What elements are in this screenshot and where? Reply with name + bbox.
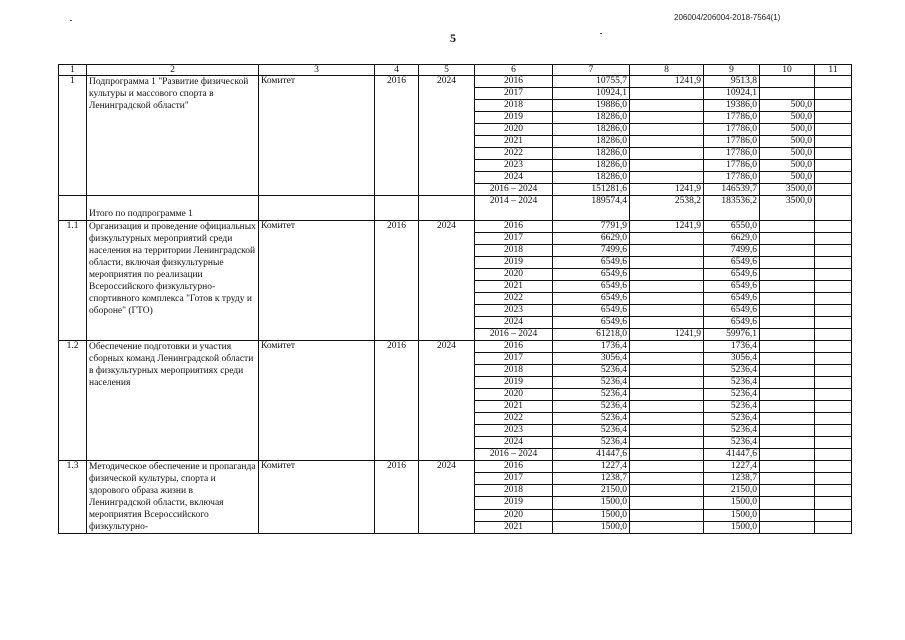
year-cell: 2024: [475, 172, 553, 184]
federal-budget-cell: [630, 257, 704, 269]
regional-budget-cell: 6549,6: [704, 293, 760, 305]
federal-budget-cell: [630, 461, 704, 473]
year-cell: 2020: [475, 124, 553, 136]
total-cell: 5236,4: [553, 377, 630, 389]
total-cell: 18286,0: [553, 172, 630, 184]
federal-budget-cell: [630, 377, 704, 389]
regional-budget-cell: 7499,6: [704, 245, 760, 257]
empty-cell: [815, 136, 852, 148]
year-cell: 2021: [475, 401, 553, 413]
start-year-cell: 2016: [375, 221, 419, 341]
total-cell: 2150,0: [553, 485, 630, 497]
regional-budget-cell: 19386,0: [704, 100, 760, 112]
federal-budget-cell: [630, 100, 704, 112]
year-cell: 2024: [475, 317, 553, 329]
year-cell: 2014 – 2024: [475, 196, 553, 221]
year-cell: 2018: [475, 245, 553, 257]
federal-budget-cell: [630, 160, 704, 172]
table-row: [59, 76, 852, 88]
empty-cell: [815, 461, 852, 473]
total-cell: 1227,4: [553, 461, 630, 473]
item-number: 1: [59, 76, 87, 196]
other-sources-cell: [760, 425, 815, 437]
year-cell: 2017: [475, 88, 553, 100]
total-cell: 5236,4: [553, 413, 630, 425]
other-sources-cell: [760, 461, 815, 473]
start-year-cell: 2016: [375, 76, 419, 196]
total-cell: 10924,1: [553, 88, 630, 100]
empty-cell: [815, 425, 852, 437]
total-cell: 5236,4: [553, 401, 630, 413]
other-sources-cell: [760, 521, 815, 533]
total-cell: 5236,4: [553, 425, 630, 437]
start-year-cell: 2016: [375, 341, 419, 461]
end-year-cell: 2024: [419, 461, 475, 534]
federal-budget-cell: [630, 401, 704, 413]
other-sources-cell: [760, 317, 815, 329]
total-cell: 6549,6: [553, 305, 630, 317]
regional-budget-cell: 183536,2: [704, 196, 760, 221]
empty-cell: [815, 509, 852, 521]
item-number: 1.3: [59, 461, 87, 534]
year-cell: 2021: [475, 281, 553, 293]
regional-budget-cell: 6550,0: [704, 221, 760, 233]
regional-budget-cell: 10924,1: [704, 88, 760, 100]
federal-budget-cell: [630, 473, 704, 485]
other-sources-cell: 3500,0: [760, 196, 815, 221]
regional-budget-cell: 17786,0: [704, 160, 760, 172]
regional-budget-cell: 1500,0: [704, 497, 760, 509]
empty-cell: [815, 100, 852, 112]
regional-budget-cell: 6549,6: [704, 317, 760, 329]
empty-cell: [815, 377, 852, 389]
regional-budget-cell: 17786,0: [704, 148, 760, 160]
total-cell: 6549,6: [553, 281, 630, 293]
regional-budget-cell: 17786,0: [704, 112, 760, 124]
other-sources-cell: [760, 341, 815, 353]
start-year-cell: 2016: [375, 461, 419, 534]
federal-budget-cell: [630, 341, 704, 353]
regional-budget-cell: 17786,0: [704, 124, 760, 136]
federal-budget-cell: [630, 353, 704, 365]
empty-cell: [815, 76, 852, 88]
other-sources-cell: [760, 401, 815, 413]
other-sources-cell: 500,0: [760, 100, 815, 112]
year-cell: 2016: [475, 76, 553, 88]
year-cell: 2021: [475, 136, 553, 148]
other-sources-cell: [760, 497, 815, 509]
federal-budget-cell: 1241,9: [630, 76, 704, 88]
table-body: [59, 65, 852, 534]
federal-budget-cell: [630, 88, 704, 100]
federal-budget-cell: [630, 521, 704, 533]
empty-cell: [815, 449, 852, 461]
total-cell: 1500,0: [553, 509, 630, 521]
empty-cell: [815, 245, 852, 257]
total-cell: 5236,4: [553, 437, 630, 449]
federal-budget-cell: [630, 509, 704, 521]
scan-speck: [70, 20, 72, 21]
regional-budget-cell: 1500,0: [704, 521, 760, 533]
other-sources-cell: 500,0: [760, 112, 815, 124]
empty-cell: [815, 281, 852, 293]
empty-cell: [815, 353, 852, 365]
regional-budget-cell: 5236,4: [704, 437, 760, 449]
other-sources-cell: [760, 329, 815, 341]
page-number: 5: [450, 31, 456, 45]
year-cell: 2019: [475, 112, 553, 124]
empty-cell: [815, 413, 852, 425]
end-year-cell: 2024: [419, 341, 475, 461]
other-sources-cell: [760, 293, 815, 305]
federal-budget-cell: [630, 293, 704, 305]
empty-cell: [815, 221, 852, 233]
federal-budget-cell: [630, 124, 704, 136]
other-sources-cell: 500,0: [760, 124, 815, 136]
regional-budget-cell: 2150,0: [704, 485, 760, 497]
total-cell: 41447,6: [553, 449, 630, 461]
regional-budget-cell: 5236,4: [704, 425, 760, 437]
other-sources-cell: [760, 365, 815, 377]
executor-cell: Комитет: [259, 461, 375, 534]
empty-cell: [815, 401, 852, 413]
other-sources-cell: 3500,0: [760, 184, 815, 196]
empty-cell: [815, 293, 852, 305]
regional-budget-cell: 6549,6: [704, 269, 760, 281]
total-cell: 7499,6: [553, 245, 630, 257]
other-sources-cell: [760, 377, 815, 389]
total-cell: 151281,6: [553, 184, 630, 196]
column-number-2: 2: [87, 65, 259, 76]
regional-budget-cell: 17786,0: [704, 172, 760, 184]
item-name: Организация и проведение официальных физкультурных мероприятий среди населения на территории Ленинградской области, включая физкультурные мероприятия по реализации Всероссийского физкультурно-спортивного комплекса "Готов к труду и обороне" (ГТО): [87, 221, 259, 341]
empty-cell: [815, 389, 852, 401]
empty-cell: [815, 112, 852, 124]
item-number: 1.2: [59, 341, 87, 461]
year-cell: 2019: [475, 377, 553, 389]
table-row: [59, 461, 852, 473]
regional-budget-cell: 1736,4: [704, 341, 760, 353]
regional-budget-cell: 41447,6: [704, 449, 760, 461]
other-sources-cell: [760, 221, 815, 233]
total-cell: 6549,6: [553, 317, 630, 329]
executor-cell: Комитет: [259, 221, 375, 341]
year-cell: 2023: [475, 425, 553, 437]
other-sources-cell: [760, 76, 815, 88]
regional-budget-cell: 146539,7: [704, 184, 760, 196]
empty-cell: [815, 233, 852, 245]
empty-cell: [815, 148, 852, 160]
federal-budget-cell: [630, 413, 704, 425]
federal-budget-cell: [630, 172, 704, 184]
regional-budget-cell: 5236,4: [704, 413, 760, 425]
empty-cell: [815, 497, 852, 509]
empty-cell: [815, 269, 852, 281]
federal-budget-cell: [630, 365, 704, 377]
empty-cell: [815, 160, 852, 172]
table-row: [59, 221, 852, 233]
federal-budget-cell: 1241,9: [630, 184, 704, 196]
total-cell: 6549,6: [553, 269, 630, 281]
other-sources-cell: 500,0: [760, 136, 815, 148]
column-number-11: 11: [815, 65, 852, 76]
document-id: 206004/206004-2018-7564(1): [674, 13, 781, 22]
regional-budget-cell: 1238,7: [704, 473, 760, 485]
column-number-7: 7: [553, 65, 630, 76]
year-cell: 2020: [475, 269, 553, 281]
item-name: Методическое обеспечение и пропаганда физической культуры, спорта и здорового образа жизни в Ленинградской области, включая мероприятия Всероссийского физкультурно-: [87, 461, 259, 534]
column-number-5: 5: [419, 65, 475, 76]
other-sources-cell: [760, 233, 815, 245]
federal-budget-cell: 2538,2: [630, 196, 704, 221]
federal-budget-cell: [630, 485, 704, 497]
federal-budget-cell: [630, 233, 704, 245]
other-sources-cell: [760, 389, 815, 401]
year-cell: 2022: [475, 413, 553, 425]
empty-cell: [815, 365, 852, 377]
regional-budget-cell: 6549,6: [704, 305, 760, 317]
empty-cell: [815, 196, 852, 221]
federal-budget-cell: [630, 437, 704, 449]
year-cell: 2020: [475, 509, 553, 521]
other-sources-cell: [760, 437, 815, 449]
total-cell: 19886,0: [553, 100, 630, 112]
federal-budget-cell: [630, 245, 704, 257]
total-cell: 1238,7: [553, 473, 630, 485]
other-sources-cell: [760, 413, 815, 425]
regional-budget-cell: 1227,4: [704, 461, 760, 473]
other-sources-cell: [760, 281, 815, 293]
other-sources-cell: [760, 509, 815, 521]
subtotal-row: [59, 196, 852, 221]
subtotal-label: Итого по подпрограмме 1: [87, 196, 259, 221]
total-cell: 5236,4: [553, 389, 630, 401]
empty-cell: [815, 437, 852, 449]
total-cell: 7791,9: [553, 221, 630, 233]
other-sources-cell: [760, 88, 815, 100]
year-cell: 2020: [475, 389, 553, 401]
other-sources-cell: 500,0: [760, 160, 815, 172]
federal-budget-cell: [630, 136, 704, 148]
total-cell: 18286,0: [553, 136, 630, 148]
year-cell: 2016 – 2024: [475, 329, 553, 341]
total-cell: 10755,7: [553, 76, 630, 88]
regional-budget-cell: 5236,4: [704, 377, 760, 389]
total-cell: 1500,0: [553, 497, 630, 509]
empty-cell: [259, 196, 375, 221]
federal-budget-cell: [630, 449, 704, 461]
regional-budget-cell: 5236,4: [704, 365, 760, 377]
total-cell: 18286,0: [553, 160, 630, 172]
regional-budget-cell: 6549,6: [704, 257, 760, 269]
regional-budget-cell: 6549,6: [704, 281, 760, 293]
year-cell: 2023: [475, 160, 553, 172]
executor-cell: Комитет: [259, 341, 375, 461]
empty-cell: [815, 88, 852, 100]
year-cell: 2016: [475, 341, 553, 353]
federal-budget-cell: [630, 305, 704, 317]
year-cell: 2019: [475, 257, 553, 269]
total-cell: 6629,0: [553, 233, 630, 245]
year-cell: 2018: [475, 485, 553, 497]
scan-speck: [600, 33, 602, 34]
federal-budget-cell: [630, 281, 704, 293]
federal-budget-cell: [630, 317, 704, 329]
year-cell: 2023: [475, 305, 553, 317]
empty-cell: [815, 305, 852, 317]
empty-cell: [815, 329, 852, 341]
total-cell: 6549,6: [553, 293, 630, 305]
regional-budget-cell: 17786,0: [704, 136, 760, 148]
federal-budget-cell: [630, 389, 704, 401]
empty-cell: [419, 196, 475, 221]
year-cell: 2018: [475, 100, 553, 112]
other-sources-cell: 500,0: [760, 172, 815, 184]
year-cell: 2016: [475, 461, 553, 473]
other-sources-cell: [760, 257, 815, 269]
empty-cell: [815, 521, 852, 533]
end-year-cell: 2024: [419, 76, 475, 196]
end-year-cell: 2024: [419, 221, 475, 341]
year-cell: 2018: [475, 365, 553, 377]
year-cell: 2021: [475, 521, 553, 533]
federal-budget-cell: 1241,9: [630, 221, 704, 233]
total-cell: 3056,4: [553, 353, 630, 365]
column-number-6: 6: [475, 65, 553, 76]
year-cell: 2022: [475, 293, 553, 305]
total-cell: 18286,0: [553, 148, 630, 160]
regional-budget-cell: 1500,0: [704, 509, 760, 521]
empty-cell: [815, 124, 852, 136]
year-cell: 2016 – 2024: [475, 184, 553, 196]
federal-budget-cell: [630, 497, 704, 509]
column-number-10: 10: [760, 65, 815, 76]
other-sources-cell: 500,0: [760, 148, 815, 160]
total-cell: 189574,4: [553, 196, 630, 221]
federal-budget-cell: [630, 148, 704, 160]
other-sources-cell: [760, 473, 815, 485]
total-cell: 1500,0: [553, 521, 630, 533]
federal-budget-cell: 1241,9: [630, 329, 704, 341]
regional-budget-cell: 5236,4: [704, 401, 760, 413]
federal-budget-cell: [630, 112, 704, 124]
year-cell: 2017: [475, 473, 553, 485]
empty-cell: [59, 196, 87, 221]
total-cell: 18286,0: [553, 124, 630, 136]
empty-cell: [815, 317, 852, 329]
budget-table: [58, 64, 852, 534]
federal-budget-cell: [630, 269, 704, 281]
other-sources-cell: [760, 245, 815, 257]
year-cell: 2016 – 2024: [475, 449, 553, 461]
empty-cell: [815, 184, 852, 196]
item-name: Обеспечение подготовки и участия сборных команд Ленинградской области в физкультурных мероприятиях среди населения: [87, 341, 259, 461]
year-cell: 2016: [475, 221, 553, 233]
year-cell: 2024: [475, 437, 553, 449]
table-header-row: [59, 65, 852, 76]
empty-cell: [815, 473, 852, 485]
other-sources-cell: [760, 269, 815, 281]
item-name: Подпрограмма 1 "Развитие физической культуры и массового спорта в Ленинградской области": [87, 76, 259, 196]
column-number-1: 1: [59, 65, 87, 76]
regional-budget-cell: 9513,8: [704, 76, 760, 88]
other-sources-cell: [760, 485, 815, 497]
regional-budget-cell: 6629,0: [704, 233, 760, 245]
other-sources-cell: [760, 353, 815, 365]
regional-budget-cell: 5236,4: [704, 389, 760, 401]
year-cell: 2017: [475, 233, 553, 245]
empty-cell: [815, 172, 852, 184]
other-sources-cell: [760, 449, 815, 461]
total-cell: 6549,6: [553, 257, 630, 269]
table-row: [59, 341, 852, 353]
other-sources-cell: [760, 305, 815, 317]
column-number-8: 8: [630, 65, 704, 76]
total-cell: 18286,0: [553, 112, 630, 124]
total-cell: 5236,4: [553, 365, 630, 377]
item-number: 1.1: [59, 221, 87, 341]
executor-cell: Комитет: [259, 76, 375, 196]
column-number-3: 3: [259, 65, 375, 76]
year-cell: 2019: [475, 497, 553, 509]
regional-budget-cell: 3056,4: [704, 353, 760, 365]
total-cell: 61218,0: [553, 329, 630, 341]
empty-cell: [815, 485, 852, 497]
empty-cell: [815, 257, 852, 269]
empty-cell: [815, 341, 852, 353]
regional-budget-cell: 59976,1: [704, 329, 760, 341]
column-number-9: 9: [704, 65, 760, 76]
column-number-4: 4: [375, 65, 419, 76]
year-cell: 2022: [475, 148, 553, 160]
empty-cell: [375, 196, 419, 221]
total-cell: 1736,4: [553, 341, 630, 353]
year-cell: 2017: [475, 353, 553, 365]
federal-budget-cell: [630, 425, 704, 437]
